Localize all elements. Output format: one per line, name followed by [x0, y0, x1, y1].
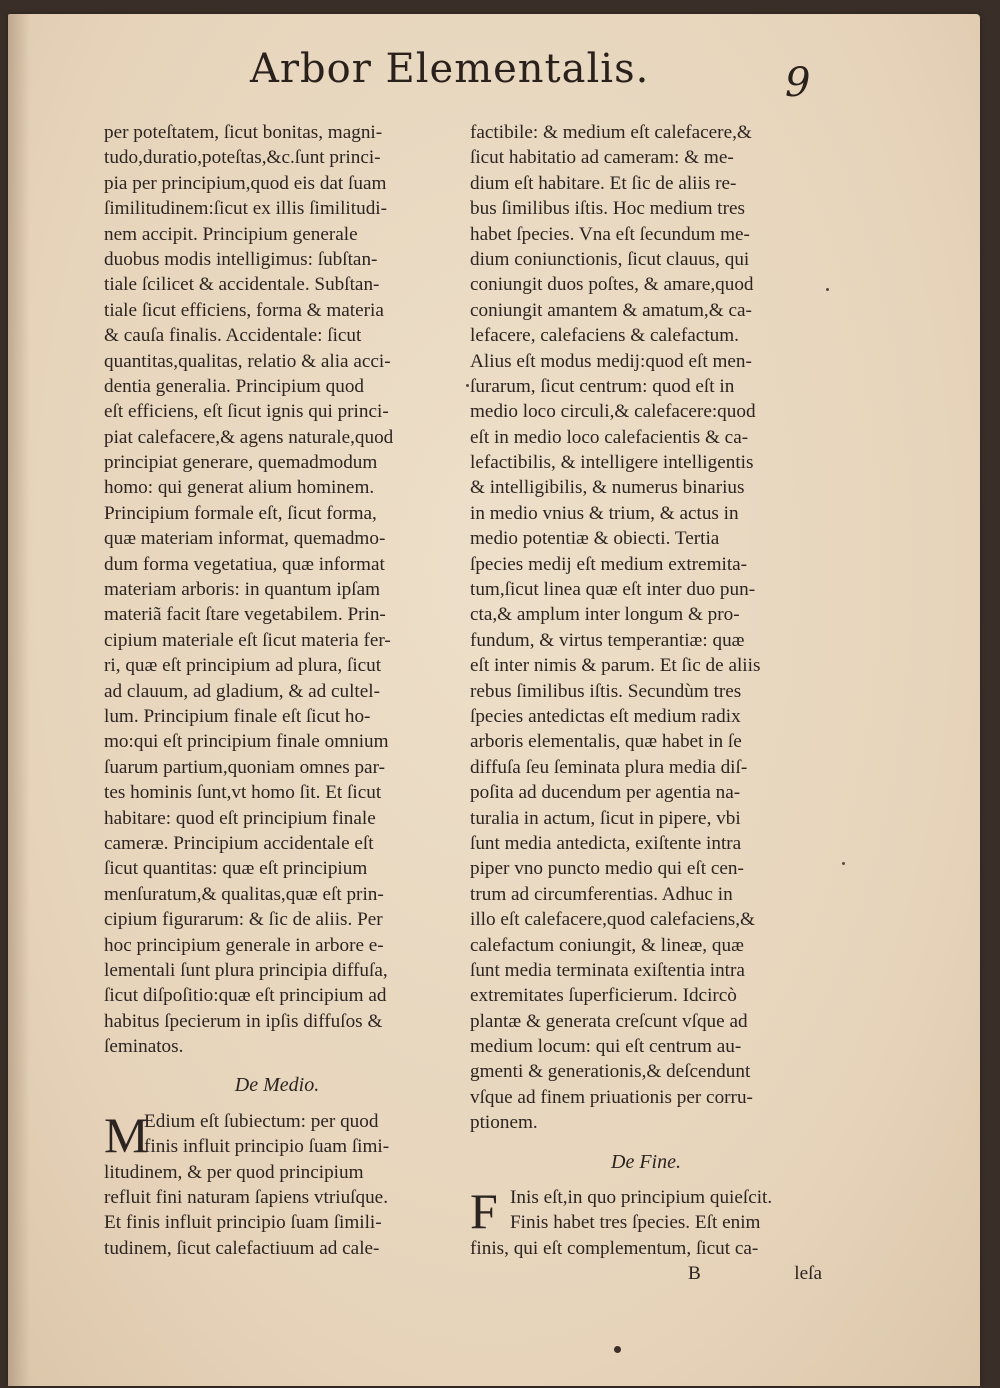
- right-column-text-line: factibile: & medium eſt calefacere,&: [470, 122, 752, 143]
- page-number: 9: [785, 60, 811, 106]
- left-column-text-line: ſimilitudinem:ſicut ex illis ſimilitudi-: [104, 198, 388, 220]
- left-column-text-line: Edium eſt ſubiectum: per quod: [144, 1110, 379, 1132]
- left-column-text-line: dum forma vegetatiua, quæ informat: [104, 553, 385, 575]
- right-column-text-line: ſicut habitatio ad cameram: & me-: [470, 147, 734, 169]
- left-column-text-line: litudinem, & per quod principium: [104, 1161, 364, 1183]
- left-column-text-line: per poteſtatem, ſicut bonitas, magni-: [104, 122, 383, 143]
- right-column-text-line: extremitates ſuperficierum. Idcircò: [470, 985, 737, 1007]
- left-column-text-line: ſicut diſpoſitio:quæ eſt principium ad: [104, 985, 387, 1007]
- right-column-text-line: dium coniunctionis, ſicut clauus, qui: [470, 248, 750, 270]
- right-column-text-line: illo eſt calefacere,quod calefaciens,&: [470, 909, 755, 931]
- right-column-text-line: medio potentiæ & obiecti. Tertia: [470, 528, 720, 550]
- left-column-text-line: ad clauum, ad gladium, & ad cultel-: [104, 680, 380, 702]
- left-column-text-line: quantitas,qualitas, relatio & alia acci-: [104, 350, 391, 372]
- right-column-text-line: habet ſpecies. Vna eſt ſecundum me-: [470, 223, 750, 245]
- ink-speck: [466, 384, 469, 387]
- left-column-text-line: hoc principium generale in arbore e-: [104, 934, 384, 956]
- right-column-text-line: eſt in medio loco calefacientis & ca-: [470, 426, 749, 448]
- left-column-text-line: principiat generare, quemadmodum: [104, 452, 378, 474]
- running-title: Arbor Elementalis.: [250, 46, 650, 92]
- right-column-text-line: medio loco circuli,& calefacere:quod: [470, 401, 756, 423]
- gutter-shadow: [8, 14, 30, 1386]
- right-column-text-line: ſunt media antedicta, exiſtente intra: [470, 832, 742, 854]
- signature-mark: B: [688, 1263, 701, 1285]
- left-column-text-line: tudo,duratio,poteſtas,&c.ſunt princi-: [104, 147, 381, 169]
- catchword-line: [470, 1261, 822, 1286]
- right-column-text-line: coniungit amantem & amatum,& ca-: [470, 299, 752, 321]
- left-column-text-line: habitare: quod eſt principium finale: [104, 807, 376, 829]
- right-column-text-line: & intelligibilis, & numerus binarius: [470, 477, 745, 499]
- left-column-text-line: ſeminatos.: [104, 1036, 184, 1058]
- left-column-text-line: duobus modis intelligimus: ſubſtan-: [104, 248, 378, 270]
- right-column-text-line: vſque ad finem priuationis per corru-: [470, 1086, 753, 1108]
- left-column-text-line: habitus ſpecierum in ipſis diffuſos &: [104, 1010, 383, 1032]
- left-column-text-line: lum. Principium finale eſt ſicut ho-: [104, 705, 371, 727]
- right-column-text-line: turalia in actum, ſicut in pipere, vbi: [470, 807, 741, 829]
- left-column-text-line: lementali ſunt plura principia diffuſa,: [104, 959, 388, 981]
- left-column-text-line: mo:qui eſt principium finale omnium: [104, 731, 389, 753]
- left-column-text-line: tes hominis ſunt,vt homo ſit. Et ſicut: [104, 782, 382, 804]
- right-column-section-paragraph: [470, 1185, 822, 1261]
- left-column-text-line: cipium figurarum: & ſic de aliis. Per: [104, 909, 383, 931]
- left-column-drop-cap: M: [104, 1106, 149, 1163]
- right-column-text-line: cta,& amplum inter longum & pro-: [470, 604, 740, 626]
- ink-speck: [842, 862, 845, 865]
- left-column-text-line: eſt efficiens, eſt ſicut ignis qui princi-: [104, 401, 389, 423]
- left-column-text-line: nem accipit. Principium generale: [104, 223, 358, 245]
- right-column-text-line: ſpecies antedictas eſt medium radix: [470, 705, 741, 727]
- right-column-text-line: gmenti & generationis,& deſcendunt: [470, 1061, 751, 1083]
- left-column-section-heading: De Medio.: [234, 1074, 320, 1097]
- left-column-text-line: cipium materiale eſt ſicut materia fer-: [104, 629, 391, 651]
- right-column-text-line: coniungit duos poſtes, & amare,quod: [470, 274, 754, 296]
- left-column-text-line: Principium formale eſt, ſicut forma,: [104, 502, 377, 524]
- left-column-text-line: materiam arboris: in quantum ipſam: [104, 579, 381, 601]
- right-column-text-line: Alius eſt modus medij:quod eſt men-: [470, 350, 752, 372]
- ink-dot: [614, 1346, 621, 1353]
- left-column-section-paragraph: [104, 1106, 450, 1261]
- right-column-text-line: calefactum coniungit, & lineæ, quæ: [470, 934, 744, 956]
- left-column-text-line: homo: qui generat alium hominem.: [104, 477, 375, 499]
- right-column-drop-cap: F: [470, 1183, 498, 1240]
- left-column-text-line: ſuarum partium,quoniam omnes par-: [104, 756, 385, 778]
- right-column-text-line: plantæ & generata creſcunt vſque ad: [470, 1010, 748, 1032]
- right-column-text-line: rebus ſimilibus iſtis. Secundùm tres: [470, 680, 742, 702]
- left-column: [104, 120, 450, 1261]
- left-column-text-line: tudinem, ſicut calefactiuum ad cale-: [104, 1237, 380, 1259]
- left-column-text-line: tiale ſcilicet & accidentale. Subſtan-: [104, 274, 380, 296]
- right-column-text-line: medium locum: qui eſt centrum au-: [470, 1036, 742, 1058]
- left-column-text-line: tiale ſicut efficiens, forma & materia: [104, 299, 384, 321]
- right-column-text-line: diffuſa ſeu ſeminata plura media diſ-: [470, 756, 748, 778]
- catchword: leſa: [794, 1263, 822, 1285]
- left-column-text-line: ri, quæ eſt principium ad plura, ſicut: [104, 655, 382, 677]
- left-column-text-line: & cauſa finalis. Accidentale: ſicut: [104, 325, 362, 347]
- left-column-text-line: pia per principium,quod eis dat ſuam: [104, 172, 387, 194]
- right-column-text-line: bus ſimilibus iſtis. Hoc medium tres: [470, 198, 746, 220]
- right-column-text-line: poſita ad ducendum per agentia na-: [470, 782, 741, 804]
- right-column-text-line: in medio vnius & trium, & actus in: [470, 502, 739, 524]
- right-column-text-line: Inis eſt,in quo principium quieſcit.: [510, 1187, 773, 1209]
- left-column-text-line: dentia generalia. Principium quod: [104, 375, 365, 397]
- right-column-text-line: dium eſt habitare. Et ſic de aliis re-: [470, 172, 737, 194]
- left-column-text-line: quæ materiam informat, quemadmo-: [104, 528, 386, 550]
- right-column-text-line: tum,ſicut linea quæ eſt inter duo pun-: [470, 579, 756, 601]
- left-column-text-line: finis influit principio ſuam ſimi-: [144, 1136, 390, 1158]
- right-column-text-line: lefacere, calefaciens & calefactum.: [470, 325, 739, 347]
- right-column-text-line: finis, qui eſt complementum, ſicut ca-: [470, 1237, 759, 1259]
- right-column-text-line: ptionem.: [470, 1112, 538, 1134]
- right-column-text-line: ſpecies medij eſt medium extremita-: [470, 553, 748, 575]
- right-column-text-line: trum ad circumferentias. Adhuc in: [470, 883, 733, 905]
- right-column-text-line: lefactibilis, & intelligere intelligentis: [470, 452, 754, 474]
- left-column-text-line: refluit fini naturam ſapiens vtriuſque.: [104, 1187, 388, 1209]
- left-column-text-line: materiã facit ſtare vegetabilem. Prin-: [104, 604, 386, 626]
- right-column-text-line: ſunt media terminata exiſtentia intra: [470, 959, 745, 981]
- left-column-text-line: cameræ. Principium accidentale eſt: [104, 832, 374, 854]
- left-column-text-line: piat calefacere,& agens naturale,quod: [104, 426, 394, 448]
- right-column-text-line: arboris elementalis, quæ habet in ſe: [470, 731, 742, 753]
- right-column-text-line: fundum, & virtus temperantiæ: quæ: [470, 629, 745, 651]
- ink-speck: [826, 288, 829, 291]
- right-column-text-line: eſt inter nimis & parum. Et ſic de aliis: [470, 655, 761, 677]
- right-column-text-line: Finis habet tres ſpecies. Eſt enim: [510, 1212, 761, 1234]
- right-column-text-line: piper vno puncto medio qui eſt cen-: [470, 858, 744, 880]
- right-column-section-heading: De Fine.: [611, 1150, 681, 1173]
- left-column-text-line: ſicut quantitas: quæ eſt principium: [104, 858, 368, 880]
- left-column-text-line: Et finis influit principio ſuam ſimili-: [104, 1212, 382, 1234]
- left-column-text-line: menſuratum,& qualitas,quæ eſt prin-: [104, 883, 384, 905]
- right-column-text-line: ſurarum, ſicut centrum: quod eſt in: [470, 375, 735, 397]
- right-column: [470, 120, 822, 1287]
